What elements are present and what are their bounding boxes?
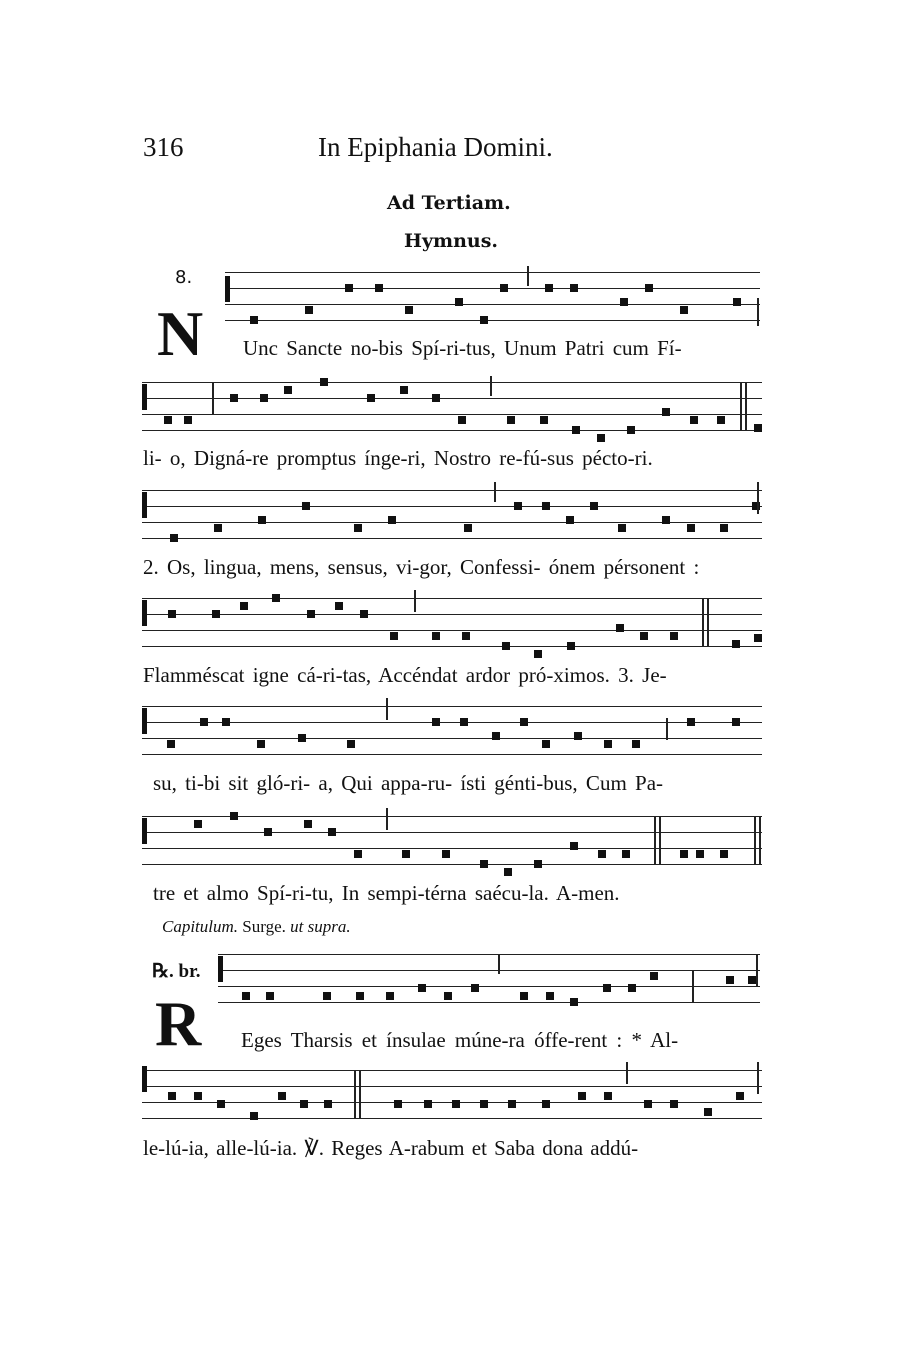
neume-icon: [452, 1100, 460, 1108]
neume-icon: [542, 502, 550, 510]
neume-icon: [200, 718, 208, 726]
neume-icon: [458, 416, 466, 424]
staff-line: [218, 986, 760, 987]
bar-line: [707, 598, 709, 646]
neume-icon: [302, 502, 310, 510]
capitulum-ref: ut supra.: [290, 917, 351, 936]
neume-icon: [375, 284, 383, 292]
neume-icon: [328, 828, 336, 836]
neume-icon: [546, 992, 554, 1000]
neume-icon: [284, 386, 292, 394]
neume-icon: [687, 524, 695, 532]
neume-icon: [480, 860, 488, 868]
neume-icon: [748, 976, 756, 984]
staff-line: [142, 848, 762, 849]
c-clef-icon: [142, 708, 147, 734]
genre-heading: Hymnus.: [404, 230, 499, 252]
staff-line: [142, 722, 762, 723]
neume-icon: [320, 378, 328, 386]
neume-icon: [272, 594, 280, 602]
neume-icon: [566, 516, 574, 524]
neume-icon: [405, 306, 413, 314]
neume-icon: [260, 394, 268, 402]
hymn-line-3: 2. Os, lingua, mens, sensus, vi-gor, Confessi- ónem pérsonent :: [143, 555, 700, 579]
bar-line: [757, 298, 759, 326]
neume-icon: [696, 850, 704, 858]
chant-staff-7: [218, 950, 760, 1014]
staff-line: [142, 598, 762, 599]
neume-icon: [598, 850, 606, 858]
neume-icon: [704, 1108, 712, 1116]
bar-line: [494, 482, 496, 502]
neume-icon: [347, 740, 355, 748]
neume-icon: [680, 306, 688, 314]
neume-icon: [242, 992, 250, 1000]
neume-icon: [184, 416, 192, 424]
neume-icon: [574, 732, 582, 740]
neume-icon: [460, 718, 468, 726]
neume-icon: [345, 284, 353, 292]
bar-line: [692, 970, 694, 1002]
staff-line: [142, 706, 762, 707]
neume-icon: [670, 632, 678, 640]
neume-icon: [164, 416, 172, 424]
staff-line: [225, 288, 760, 289]
chant-staff-6: [142, 812, 762, 876]
neume-icon: [464, 524, 472, 532]
c-clef-icon: [142, 600, 147, 626]
neume-icon: [222, 718, 230, 726]
neume-icon: [628, 984, 636, 992]
bar-line: [666, 718, 668, 740]
staff-line: [142, 506, 762, 507]
neume-icon: [170, 534, 178, 542]
neume-icon: [645, 284, 653, 292]
neume-icon: [720, 524, 728, 532]
neume-icon: [217, 1100, 225, 1108]
c-clef-icon: [142, 818, 147, 844]
neume-icon: [480, 1100, 488, 1108]
neume-icon: [386, 992, 394, 1000]
bar-line: [757, 1062, 759, 1094]
responsory-label: ℞. br.: [152, 961, 201, 982]
neume-icon: [444, 992, 452, 1000]
capitulum-rubric: [162, 917, 351, 937]
office-heading: Ad Tertiam.: [387, 192, 511, 214]
neume-icon: [540, 416, 548, 424]
responsory-line-1: Eges Tharsis et ínsulae múne-ra óffe-rent : * Al-: [241, 1028, 679, 1052]
neume-icon: [545, 284, 553, 292]
neume-icon: [644, 1100, 652, 1108]
neume-icon: [567, 642, 575, 650]
neume-icon: [604, 740, 612, 748]
neume-icon: [258, 516, 266, 524]
neume-icon: [717, 416, 725, 424]
c-clef-icon: [142, 1066, 147, 1092]
neume-icon: [542, 740, 550, 748]
neume-icon: [194, 820, 202, 828]
neume-icon: [455, 298, 463, 306]
neume-icon: [597, 434, 605, 442]
neume-icon: [754, 424, 762, 432]
neume-icon: [432, 718, 440, 726]
neume-icon: [492, 732, 500, 740]
c-clef-icon: [142, 492, 147, 518]
neume-icon: [264, 828, 272, 836]
staff-line: [142, 630, 762, 631]
neume-icon: [240, 602, 248, 610]
neume-icon: [632, 740, 640, 748]
bar-line: [759, 816, 761, 864]
responsory-line-2: le-lú-ia, alle-lú-ia. ℣. Reges A-rabum et Saba dona addú-: [143, 1136, 639, 1160]
neume-icon: [507, 416, 515, 424]
neume-icon: [400, 386, 408, 394]
neume-icon: [603, 984, 611, 992]
capitulum-label: Capitulum.: [162, 917, 239, 936]
neume-icon: [736, 1092, 744, 1100]
neume-icon: [752, 502, 760, 510]
neume-icon: [390, 632, 398, 640]
neume-icon: [502, 642, 510, 650]
neume-icon: [640, 632, 648, 640]
staff-line: [218, 1002, 760, 1003]
neume-icon: [354, 524, 362, 532]
neume-icon: [298, 734, 306, 742]
bar-line: [740, 382, 742, 430]
bar-line: [757, 482, 759, 514]
neume-icon: [304, 820, 312, 828]
neume-icon: [572, 426, 580, 434]
staff-line: [142, 382, 762, 383]
chant-staff-8: [142, 1066, 762, 1130]
neume-icon: [167, 740, 175, 748]
neume-icon: [324, 1100, 332, 1108]
bar-line: [498, 954, 500, 974]
neume-icon: [732, 640, 740, 648]
neume-icon: [508, 1100, 516, 1108]
neume-icon: [618, 524, 626, 532]
neume-icon: [520, 718, 528, 726]
neume-icon: [250, 316, 258, 324]
chant-staff-3: [142, 486, 762, 550]
neume-icon: [620, 298, 628, 306]
neume-icon: [680, 850, 688, 858]
neume-icon: [323, 992, 331, 1000]
neume-icon: [250, 1112, 258, 1120]
neume-icon: [687, 718, 695, 726]
neume-icon: [504, 868, 512, 876]
neume-icon: [662, 516, 670, 524]
c-clef-icon: [142, 384, 147, 410]
neume-icon: [662, 408, 670, 416]
neume-icon: [616, 624, 624, 632]
neume-icon: [394, 1100, 402, 1108]
neume-icon: [471, 984, 479, 992]
bar-line: [490, 376, 492, 396]
neume-icon: [520, 992, 528, 1000]
bar-line: [659, 816, 661, 864]
neume-icon: [266, 992, 274, 1000]
neume-icon: [570, 284, 578, 292]
capitulum-text: Surge.: [242, 917, 286, 936]
neume-icon: [432, 632, 440, 640]
neume-icon: [622, 850, 630, 858]
staff-line: [142, 538, 762, 539]
neume-icon: [732, 718, 740, 726]
staff-line: [225, 272, 760, 273]
c-clef-icon: [225, 276, 230, 302]
neume-icon: [690, 416, 698, 424]
neume-icon: [356, 992, 364, 1000]
neume-icon: [402, 850, 410, 858]
running-title: In Epiphania Domini.: [318, 132, 553, 162]
neume-icon: [278, 1092, 286, 1100]
neume-icon: [542, 1100, 550, 1108]
neume-icon: [212, 610, 220, 618]
staff-line: [142, 832, 762, 833]
mode-number: 8.: [175, 267, 193, 288]
chant-staff-2: [142, 378, 762, 442]
neume-icon: [424, 1100, 432, 1108]
staff-line: [142, 1086, 762, 1087]
hymn-line-1: Unc Sancte no-bis Spí-ri-tus, Unum Patri cum Fí-: [243, 336, 682, 360]
chant-staff-5: [142, 702, 762, 766]
neume-icon: [500, 284, 508, 292]
neume-icon: [670, 1100, 678, 1108]
neume-icon: [604, 1092, 612, 1100]
neume-icon: [168, 610, 176, 618]
neume-icon: [534, 860, 542, 868]
neume-icon: [480, 316, 488, 324]
chant-staff-1: [225, 268, 760, 332]
bar-line: [359, 1070, 361, 1118]
neume-icon: [754, 634, 762, 642]
neume-icon: [307, 610, 315, 618]
initial-n: N: [157, 298, 204, 369]
bar-line: [414, 590, 416, 612]
neume-icon: [650, 972, 658, 980]
staff-line: [142, 646, 762, 647]
staff-line: [218, 970, 760, 971]
staff-line: [218, 954, 760, 955]
neume-icon: [305, 306, 313, 314]
staff-line: [142, 614, 762, 615]
bar-line: [527, 266, 529, 286]
neume-icon: [214, 524, 222, 532]
neume-icon: [367, 394, 375, 402]
staff-line: [142, 1118, 762, 1119]
neume-icon: [733, 298, 741, 306]
page-number: 316: [143, 132, 184, 162]
neume-icon: [335, 602, 343, 610]
staff-line: [142, 1070, 762, 1071]
neume-icon: [720, 850, 728, 858]
bar-line: [354, 1070, 356, 1118]
bar-line: [745, 382, 747, 430]
neume-icon: [168, 1092, 176, 1100]
neume-icon: [418, 984, 426, 992]
staff-line: [142, 754, 762, 755]
hymn-line-5: su, ti-bi sit gló-ri- a, Qui appa-ru- ísti génti-bus, Cum Pa-: [153, 771, 664, 795]
initial-r: R: [155, 988, 202, 1059]
neume-icon: [726, 976, 734, 984]
neume-icon: [462, 632, 470, 640]
bar-line: [702, 598, 704, 646]
staff-line: [142, 738, 762, 739]
neume-icon: [578, 1092, 586, 1100]
staff-line: [142, 490, 762, 491]
neume-icon: [354, 850, 362, 858]
neume-icon: [257, 740, 265, 748]
neume-icon: [570, 998, 578, 1006]
bar-line: [654, 816, 656, 864]
hymn-line-4: Flamméscat igne cá-ri-tas, Accéndat ardor pró-ximos. 3. Je-: [143, 663, 667, 687]
neume-icon: [534, 650, 542, 658]
neume-icon: [230, 394, 238, 402]
neume-icon: [360, 610, 368, 618]
neume-icon: [230, 812, 238, 820]
neume-icon: [300, 1100, 308, 1108]
neume-icon: [627, 426, 635, 434]
staff-line: [142, 864, 762, 865]
bar-line: [212, 382, 214, 414]
neume-icon: [432, 394, 440, 402]
neume-icon: [570, 842, 578, 850]
neume-icon: [590, 502, 598, 510]
neume-icon: [388, 516, 396, 524]
staff-line: [225, 320, 760, 321]
neume-icon: [194, 1092, 202, 1100]
chant-staff-4: [142, 594, 762, 658]
neume-icon: [514, 502, 522, 510]
bar-line: [754, 816, 756, 864]
bar-line: [386, 698, 388, 720]
hymn-line-2: li- o, Digná-re promptus ínge-ri, Nostro re-fú-sus pécto-ri.: [143, 446, 653, 470]
bar-line: [386, 808, 388, 830]
hymn-line-6: tre et almo Spí-ri-tu, In sempi-térna saécu-la. A-men.: [153, 881, 620, 905]
bar-line: [756, 954, 758, 986]
neume-icon: [442, 850, 450, 858]
bar-line: [626, 1062, 628, 1084]
c-clef-icon: [218, 956, 223, 982]
staff-line: [142, 430, 762, 431]
